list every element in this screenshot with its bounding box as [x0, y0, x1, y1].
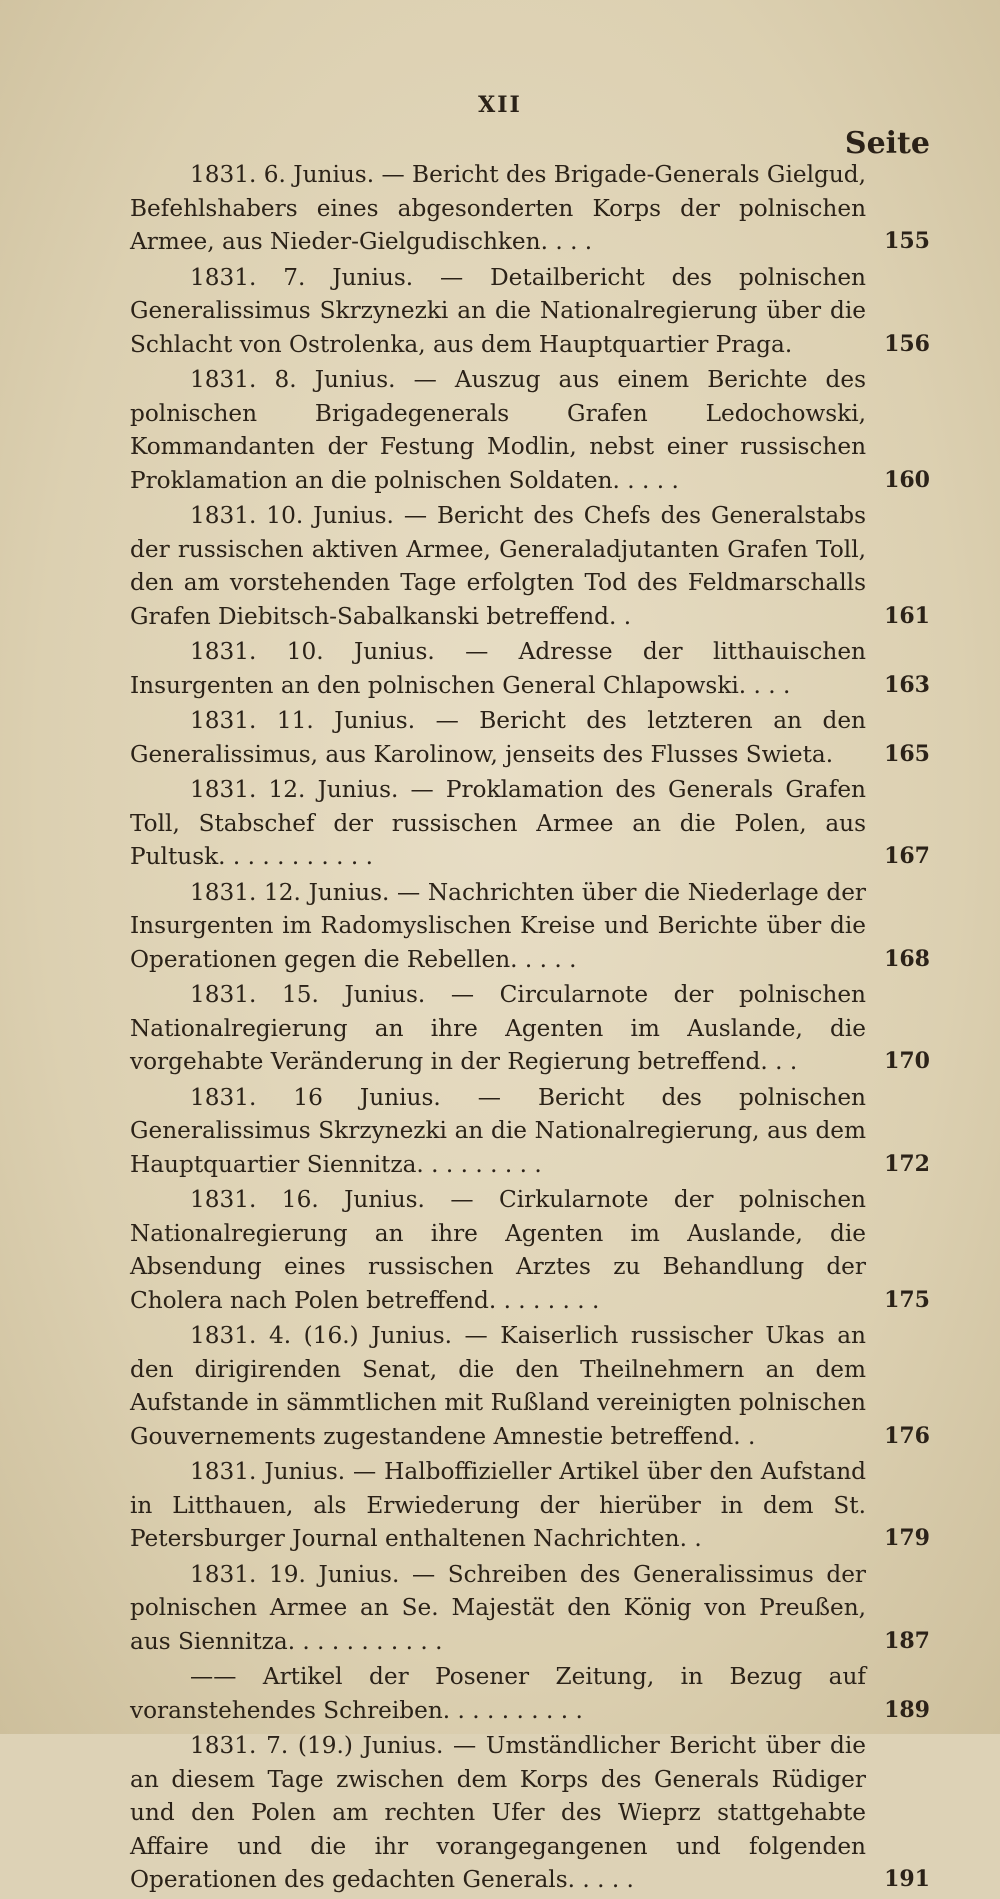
toc-entry: [130, 635, 930, 702]
entry-text: 1831. 4. (16.) Junius. — Kaiserlich russischer Ukas an den dirigirenden Senat, die den Theilnehmern an dem Aufstande in sämmtlichen mit Rußland vereinigten polnischen Gouvernements zugestandene Amnestie betreffend. .: [130, 1322, 866, 1450]
entry-page-number: 172: [884, 1150, 930, 1177]
entry-page-number: 189: [884, 1696, 930, 1723]
entry-text: 1831. 11. Junius. — Bericht des letzteren an den Generalissimus, aus Karolinow, jenseits des Flusses Swieta.: [130, 707, 866, 768]
entry-text: 1831. 8. Junius. — Auszug aus einem Berichte des polnischen Brigadegenerals Grafen Ledochowski, Kommandanten der Festung Modlin, nebst einer russischen Proklamation an die polnischen Soldaten. . . . .: [130, 366, 866, 494]
entry-text: 1831. 16. Junius. — Cirkularnote der polnischen Nationalregierung an ihre Agenten im Auslande, die Absendung eines russischen Arztes zu Behandlung der Cholera nach Polen betreffend. . . . . . . .: [130, 1186, 866, 1314]
toc-entry: [130, 261, 930, 362]
toc-entry: [130, 158, 930, 259]
entry-page-number: 160: [884, 466, 930, 493]
toc-entry: [130, 499, 930, 633]
entry-text: 1831. 12. Junius. — Proklamation des Generals Grafen Toll, Stabschef der russischen Armee an die Polen, aus Pultusk. . . . . . . . . . .: [130, 776, 866, 870]
toc-entry: [130, 978, 930, 1079]
entry-text: 1831. Junius. — Halboffizieller Artikel über den Aufstand in Litthauen, als Erwiederung der hierüber in dem St. Petersburger Journal enthaltenen Nachrichten. .: [130, 1458, 866, 1552]
entry-text: 1831. 16 Junius. — Bericht des polnischen Generalissimus Skrzynezki an die Nationalregierung, aus dem Hauptquartier Siennitza. . . . . . . . .: [130, 1083, 866, 1178]
entry-page-number: 170: [884, 1048, 930, 1074]
toc-entry: [130, 1455, 930, 1556]
entry-text: 1831. 6. Junius. — Bericht des Brigade-Generals Gielgud, Befehlshabers eines abgesonderten Korps der polnischen Armee, aus Nieder-Gielgudischken. . . .: [130, 161, 866, 255]
entry-page-number: 163: [884, 671, 930, 698]
seite-column-header: Seite: [844, 126, 930, 161]
entry-text: 1831. 7. (19.) Junius. — Umständlicher Bericht über die an diesem Tage zwischen dem Korps des Generals Rüdiger und den Polen am rechten Ufer des Wieprz stattgehabte Affaire und die ihr vorangegangenen und folgenden Operationen des gedachten Generals. . . . .: [130, 1732, 866, 1893]
toc-entry: [130, 1558, 930, 1659]
toc-entry: [130, 1183, 930, 1317]
entry-page-number: 155: [884, 228, 930, 254]
entry-page-number: 176: [884, 1422, 930, 1449]
toc-entry: [130, 1729, 930, 1897]
toc-entry: [130, 1081, 930, 1182]
toc-entries: [130, 158, 930, 1899]
entry-text: 1831. 10. Junius. — Adresse der litthauischen Insurgenten an den polnischen General Chlapowski. . . .: [130, 638, 866, 699]
entry-page-number: 165: [884, 740, 930, 767]
entry-page-number: 161: [884, 602, 930, 629]
entry-page-number: 168: [884, 945, 930, 972]
entry-page-number: 191: [884, 1866, 930, 1892]
entry-page-number: 167: [884, 843, 930, 869]
entry-page-number: 156: [884, 330, 930, 357]
entry-page-number: 175: [884, 1286, 930, 1313]
page-number: XII: [478, 92, 522, 118]
toc-entry: [130, 1319, 930, 1453]
entry-text: 1831. 15. Junius. — Circularnote der polnischen Nationalregierung an ihre Agenten im Auslande, die vorgehabte Veränderung in der Regierung betreffend. . .: [130, 981, 866, 1075]
entry-text: 1831. 10. Junius. — Bericht des Chefs des Generalstabs der russischen aktiven Armee, Generaladjutanten Grafen Toll, den am vorstehenden Tage erfolgten Tod des Feldmarschalls Grafen Diebitsch-Sabalkanski betreffend. .: [130, 502, 866, 630]
toc-entry: [130, 363, 930, 497]
entry-text: 1831. 19. Junius. — Schreiben des Generalissimus der polnischen Armee an Se. Majestät den König von Preußen, aus Siennitza. . . . . . . . . . .: [130, 1560, 866, 1655]
toc-entry: [130, 1660, 930, 1727]
entry-text: —— Artikel der Posener Zeitung, in Bezug auf voranstehendes Schreiben. . . . . . . . . .: [130, 1663, 866, 1724]
toc-entry: [130, 876, 930, 977]
entry-page-number: 187: [884, 1627, 930, 1654]
entry-page-number: 179: [884, 1525, 930, 1551]
toc-entry: [130, 704, 930, 771]
entry-text: 1831. 7. Junius. — Detailbericht des polnischen Generalissimus Skrzynezki an die Nationalregierung über die Schlacht von Ostrolenka, aus dem Hauptquartier Praga.: [130, 263, 866, 358]
toc-entry: [130, 773, 930, 874]
entry-text: 1831. 12. Junius. — Nachrichten über die Niederlage der Insurgenten im Radomyslischen Kreise und Berichte über die Operationen gegen die Rebellen. . . . .: [130, 878, 866, 973]
